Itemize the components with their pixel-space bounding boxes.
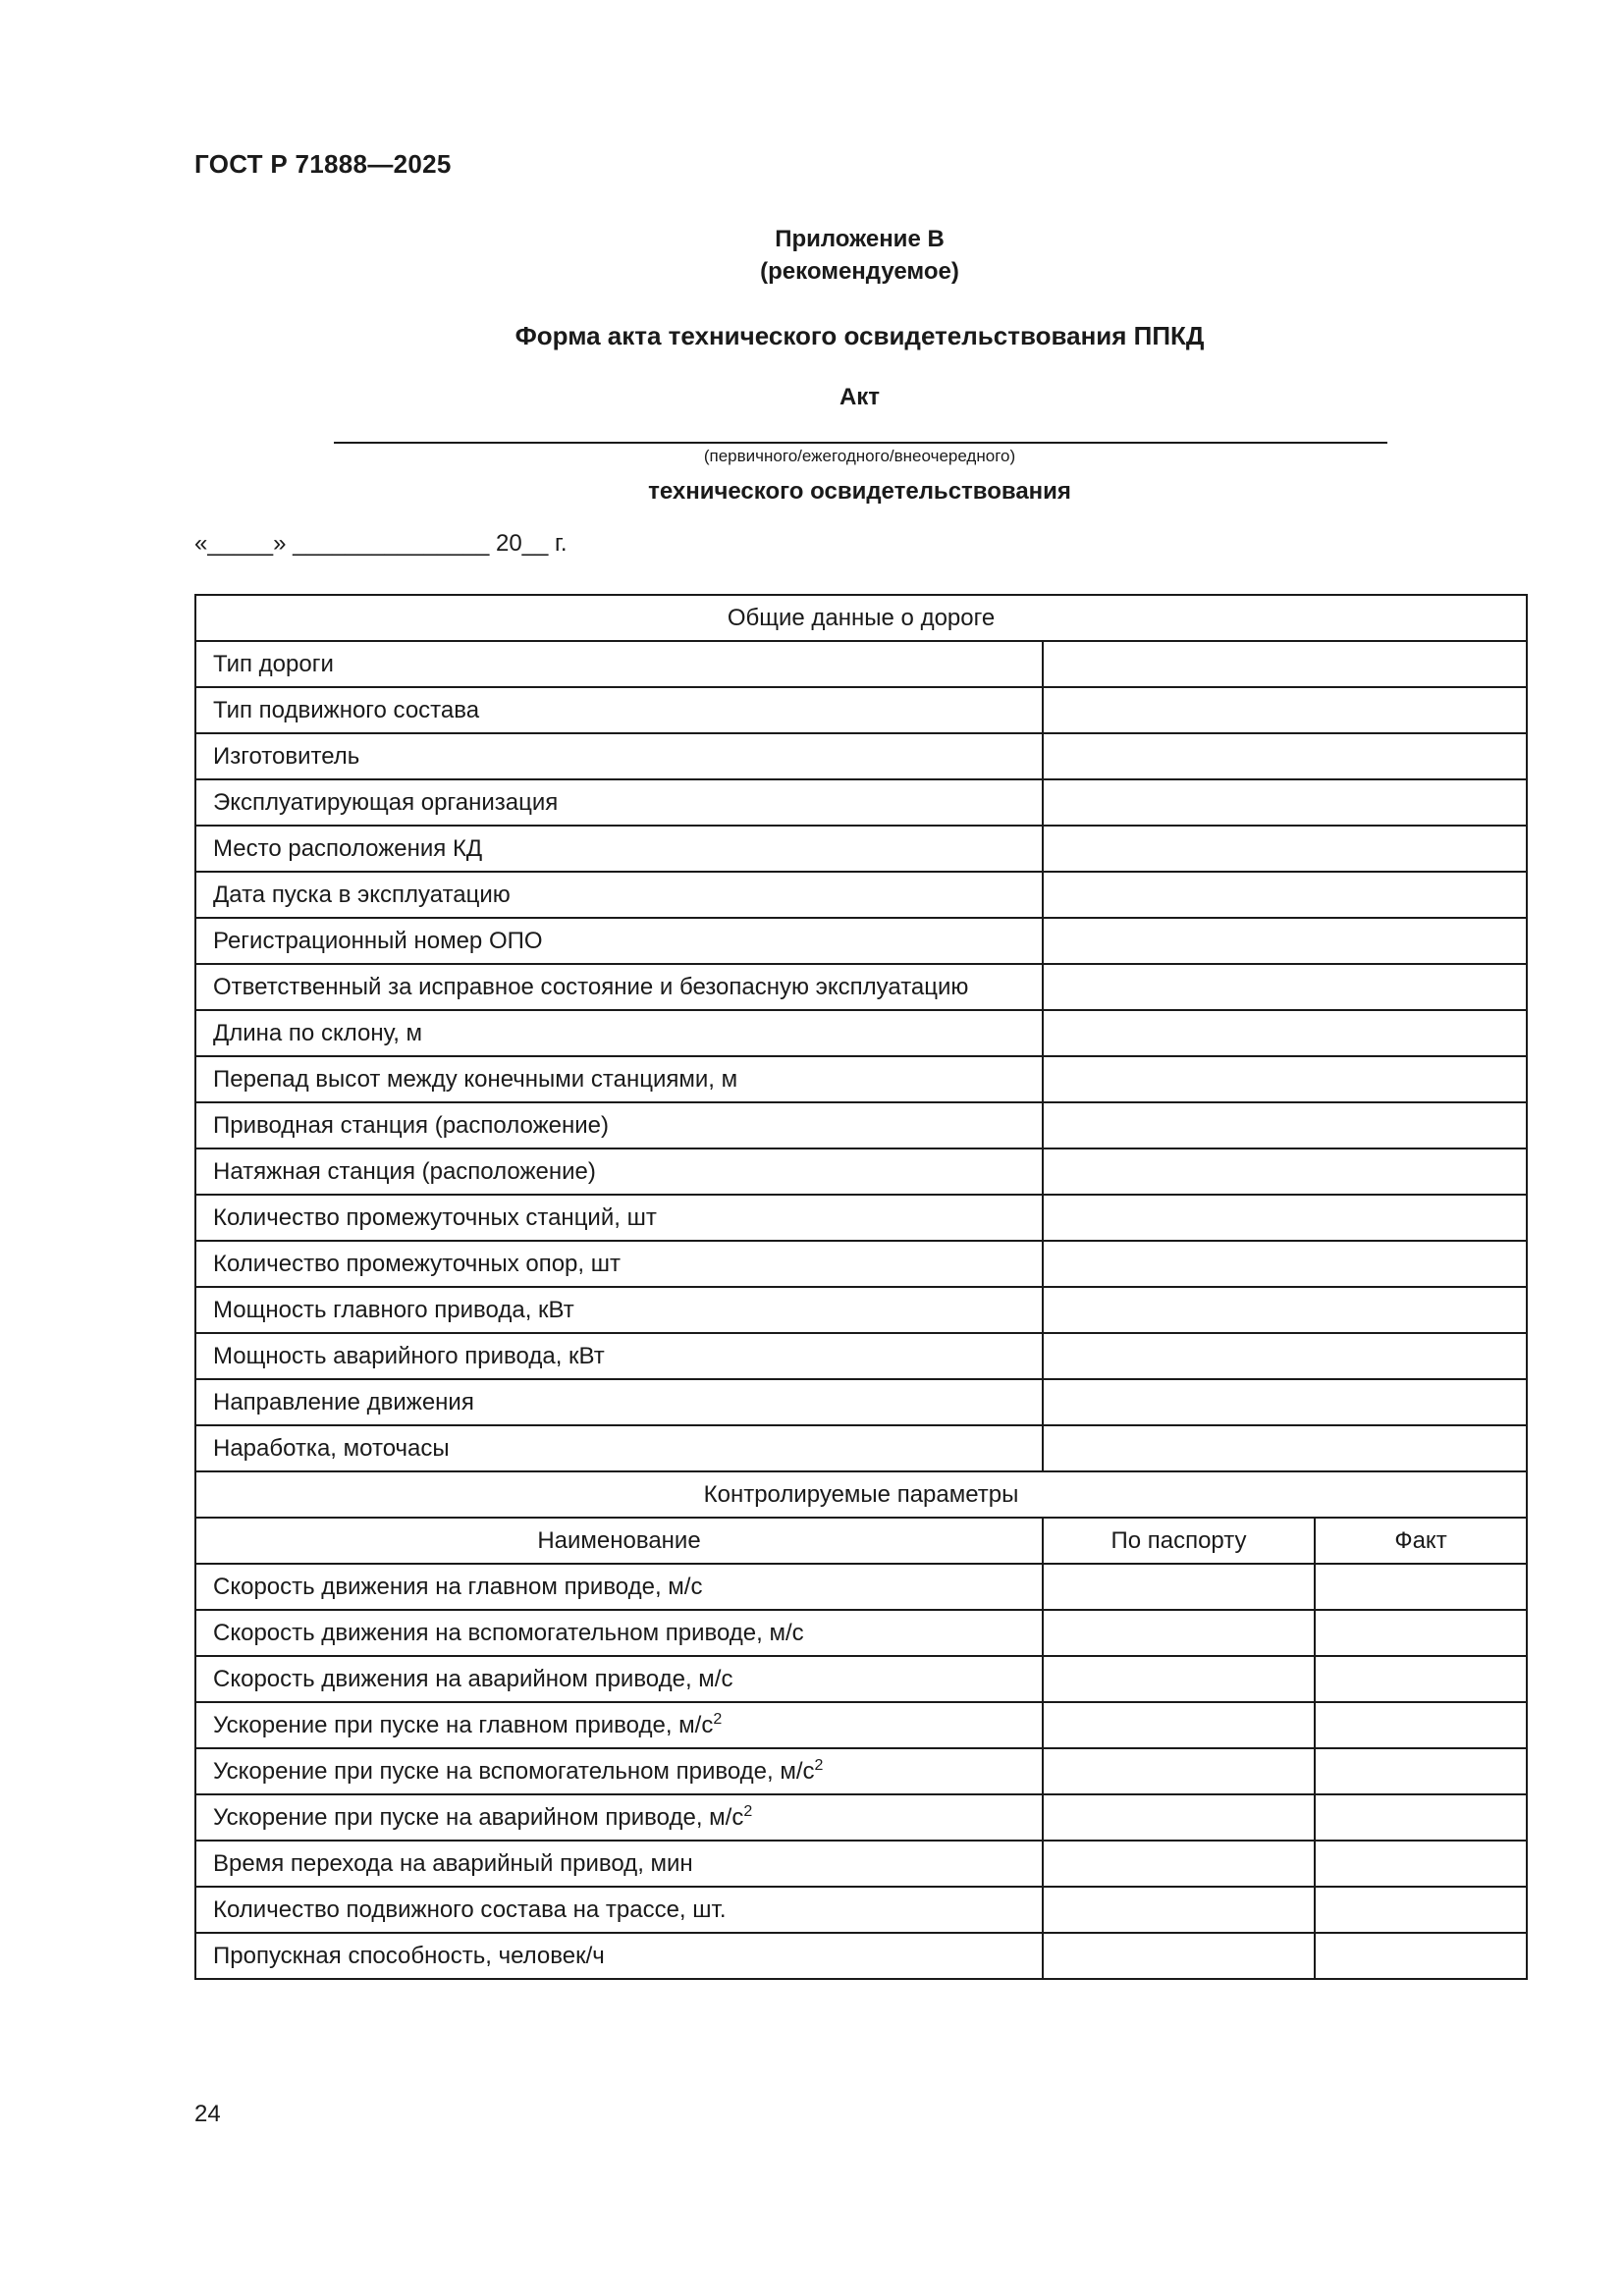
general-data-value-cell[interactable] xyxy=(1043,1333,1527,1379)
standard-code: ГОСТ Р 71888—2025 xyxy=(194,149,452,179)
general-data-row xyxy=(195,1056,1527,1102)
param-row xyxy=(195,1841,1527,1887)
general-data-value-cell[interactable] xyxy=(1043,918,1527,964)
general-data-label: Изготовитель xyxy=(195,733,1043,779)
general-data-label: Перепад высот между конечными станциями, м xyxy=(195,1056,1043,1102)
date-fill-line[interactable]: «_____» _______________ 20__ г. xyxy=(194,530,568,557)
general-data-value-cell[interactable] xyxy=(1043,1102,1527,1148)
general-data-row xyxy=(195,1333,1527,1379)
params-section-header-row xyxy=(195,1471,1527,1518)
general-data-value-cell[interactable] xyxy=(1043,826,1527,872)
general-data-label: Длина по склону, м xyxy=(195,1010,1043,1056)
act-title: Акт xyxy=(839,384,881,410)
unit-exponent: 2 xyxy=(713,1710,723,1728)
general-data-row xyxy=(195,826,1527,872)
param-fact-cell[interactable] xyxy=(1315,1702,1527,1748)
general-data-value-cell[interactable] xyxy=(1043,1287,1527,1333)
general-data-label: Направление движения xyxy=(195,1379,1043,1425)
general-data-value-cell[interactable] xyxy=(1043,872,1527,918)
general-data-row xyxy=(195,1425,1527,1471)
param-label-cell xyxy=(195,1748,1043,1794)
param-fact-cell[interactable] xyxy=(1315,1656,1527,1702)
param-row xyxy=(195,1887,1527,1933)
param-fact-cell[interactable] xyxy=(1315,1933,1527,1979)
general-data-row xyxy=(195,918,1527,964)
param-label-cell xyxy=(195,1656,1043,1702)
param-label: Скорость движения на главном приводе, м/с xyxy=(213,1573,703,1600)
unit-exponent: 2 xyxy=(814,1756,824,1774)
general-data-value-cell[interactable] xyxy=(1043,1010,1527,1056)
column-header-name: Наименование xyxy=(195,1518,1043,1564)
general-data-row xyxy=(195,1379,1527,1425)
general-section-header-row xyxy=(195,595,1527,641)
params-column-header-row xyxy=(195,1518,1527,1564)
params-section-header: Контролируемые параметры xyxy=(195,1471,1527,1518)
param-row xyxy=(195,1610,1527,1656)
general-data-label: Количество промежуточных станций, шт xyxy=(195,1195,1043,1241)
param-passport-cell[interactable] xyxy=(1043,1887,1315,1933)
general-data-value-cell[interactable] xyxy=(1043,964,1527,1010)
general-data-value-cell[interactable] xyxy=(1043,779,1527,826)
param-label-cell xyxy=(195,1887,1043,1933)
general-data-row xyxy=(195,1195,1527,1241)
general-data-row xyxy=(195,872,1527,918)
general-data-row xyxy=(195,1287,1527,1333)
general-section-header: Общие данные о дороге xyxy=(195,595,1527,641)
general-data-label: Количество промежуточных опор, шт xyxy=(195,1241,1043,1287)
general-data-row xyxy=(195,1148,1527,1195)
general-data-value-cell[interactable] xyxy=(1043,733,1527,779)
general-data-label: Регистрационный номер ОПО xyxy=(195,918,1043,964)
general-data-value-cell[interactable] xyxy=(1043,1241,1527,1287)
general-data-row xyxy=(195,641,1527,687)
general-data-label: Тип дороги xyxy=(195,641,1043,687)
general-data-value-cell[interactable] xyxy=(1043,1056,1527,1102)
general-data-value-cell[interactable] xyxy=(1043,641,1527,687)
general-data-value-cell[interactable] xyxy=(1043,687,1527,733)
act-type-fill-line[interactable] xyxy=(334,442,1387,444)
general-data-label: Мощность главного привода, кВт xyxy=(195,1287,1043,1333)
general-data-label: Натяжная станция (расположение) xyxy=(195,1148,1043,1195)
general-data-label: Место расположения КД xyxy=(195,826,1043,872)
unit-exponent: 2 xyxy=(743,1802,753,1820)
param-row xyxy=(195,1748,1527,1794)
param-label-cell xyxy=(195,1841,1043,1887)
general-data-label: Эксплуатирующая организация xyxy=(195,779,1043,826)
form-title: Форма акта технического освидетельствования ППКД xyxy=(514,321,1205,350)
param-passport-cell[interactable] xyxy=(1043,1564,1315,1610)
param-fact-cell[interactable] xyxy=(1315,1794,1527,1841)
general-data-row xyxy=(195,1102,1527,1148)
param-label-cell xyxy=(195,1794,1043,1841)
param-fact-cell[interactable] xyxy=(1315,1748,1527,1794)
annex-title: Приложение В xyxy=(775,226,945,252)
param-label: Скорость движения на вспомогательном приводе, м/с xyxy=(213,1619,804,1646)
general-data-value-cell[interactable] xyxy=(1043,1195,1527,1241)
general-data-value-cell[interactable] xyxy=(1043,1379,1527,1425)
param-label-cell xyxy=(195,1610,1043,1656)
page-number: 24 xyxy=(194,2101,221,2127)
param-row xyxy=(195,1794,1527,1841)
general-data-row xyxy=(195,733,1527,779)
param-label: Ускорение при пуске на аварийном приводе, м/с xyxy=(213,1803,744,1831)
annex-subtitle: (рекомендуемое) xyxy=(760,258,959,285)
param-passport-cell[interactable] xyxy=(1043,1610,1315,1656)
param-label: Пропускная способность, человек/ч xyxy=(213,1942,605,1969)
param-fact-cell[interactable] xyxy=(1315,1887,1527,1933)
param-fact-cell[interactable] xyxy=(1315,1564,1527,1610)
general-data-row xyxy=(195,964,1527,1010)
param-label: Скорость движения на аварийном приводе, м/с xyxy=(213,1665,733,1692)
general-data-row xyxy=(195,779,1527,826)
general-data-row xyxy=(195,1010,1527,1056)
form-table-body xyxy=(195,595,1527,1979)
general-data-label: Ответственный за исправное состояние и безопасную эксплуатацию xyxy=(195,964,1043,1010)
general-data-row xyxy=(195,687,1527,733)
column-header-fact: Факт xyxy=(1315,1518,1527,1564)
general-data-label: Наработка, моточасы xyxy=(195,1425,1043,1471)
param-passport-cell[interactable] xyxy=(1043,1702,1315,1748)
column-header-passport: По паспорту xyxy=(1043,1518,1315,1564)
param-label-cell xyxy=(195,1564,1043,1610)
general-data-value-cell[interactable] xyxy=(1043,1425,1527,1471)
param-label: Ускорение при пуске на вспомогательном приводе, м/с xyxy=(213,1757,815,1785)
param-label-cell xyxy=(195,1702,1043,1748)
general-data-label: Мощность аварийного привода, кВт xyxy=(195,1333,1043,1379)
param-passport-cell[interactable] xyxy=(1043,1656,1315,1702)
general-data-value-cell[interactable] xyxy=(1043,1148,1527,1195)
general-data-label: Приводная станция (расположение) xyxy=(195,1102,1043,1148)
general-data-label: Дата пуска в эксплуатацию xyxy=(195,872,1043,918)
param-fact-cell[interactable] xyxy=(1315,1610,1527,1656)
inspection-form-table xyxy=(194,594,1528,1980)
param-label: Время перехода на аварийный привод, мин xyxy=(213,1849,693,1877)
param-passport-cell[interactable] xyxy=(1043,1933,1315,1979)
param-row xyxy=(195,1564,1527,1610)
param-label: Ускорение при пуске на главном приводе, м/с xyxy=(213,1711,714,1738)
param-label: Количество подвижного состава на трассе, шт. xyxy=(213,1896,727,1923)
param-row xyxy=(195,1656,1527,1702)
param-row xyxy=(195,1702,1527,1748)
param-passport-cell[interactable] xyxy=(1043,1841,1315,1887)
act-type-hint: (первичного/ежегодного/внеочередного) xyxy=(703,447,1016,465)
param-row xyxy=(195,1933,1527,1979)
param-label-cell xyxy=(195,1933,1043,1979)
act-subtitle: технического освидетельствования xyxy=(648,478,1071,505)
param-fact-cell[interactable] xyxy=(1315,1841,1527,1887)
param-passport-cell[interactable] xyxy=(1043,1794,1315,1841)
general-data-label: Тип подвижного состава xyxy=(195,687,1043,733)
param-passport-cell[interactable] xyxy=(1043,1748,1315,1794)
general-data-row xyxy=(195,1241,1527,1287)
